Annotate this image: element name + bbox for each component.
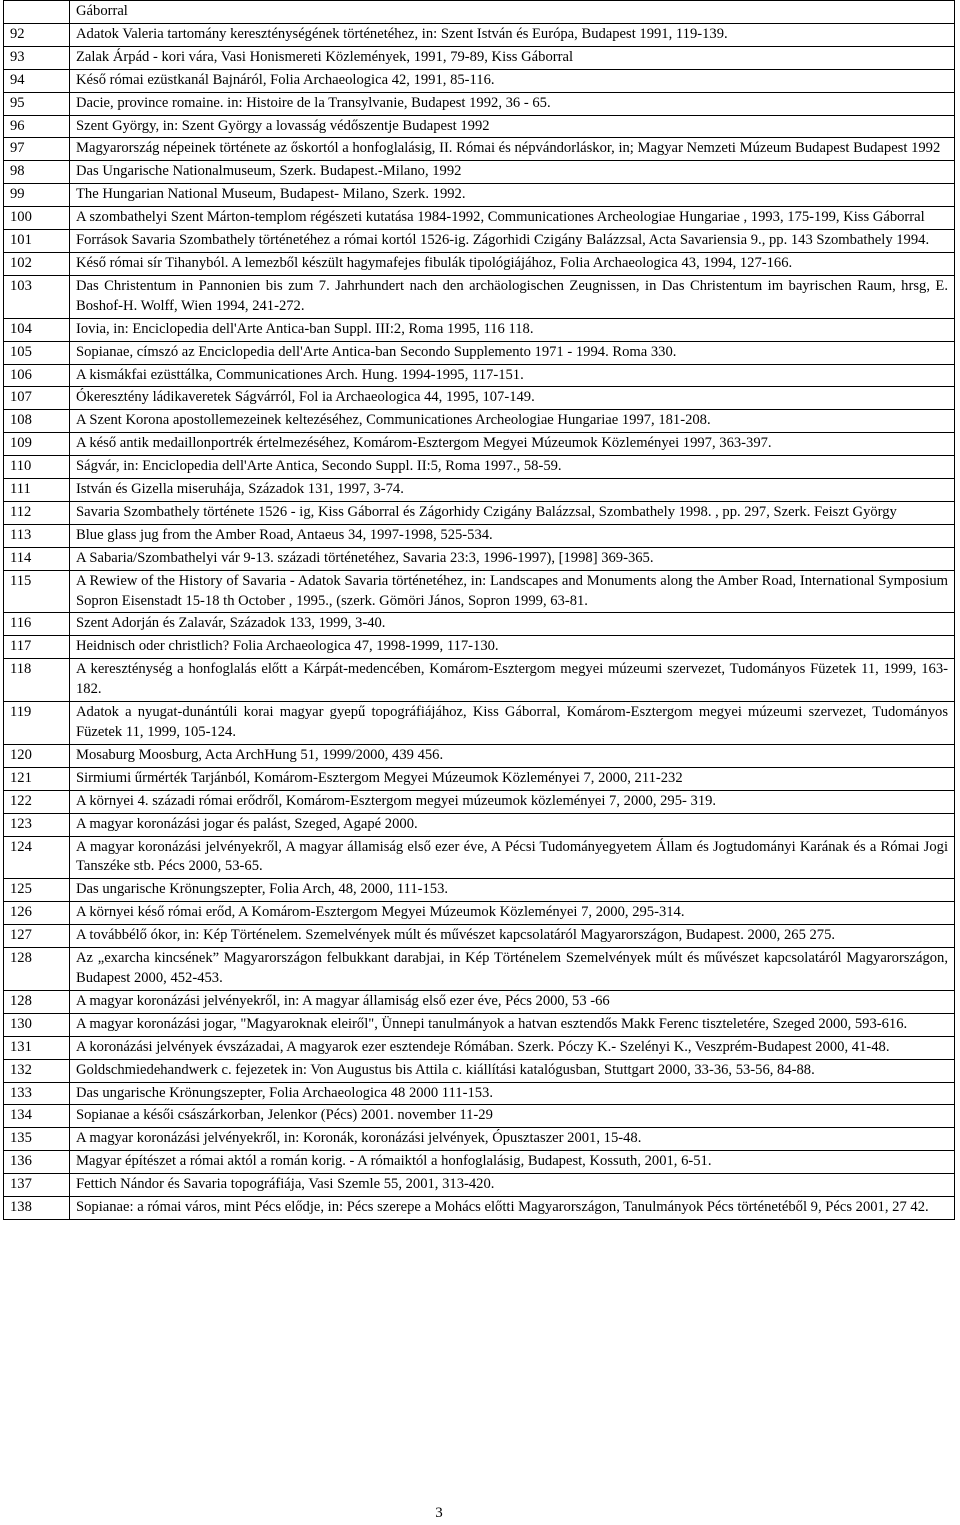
entry-number: 134 — [4, 1105, 70, 1128]
entry-citation: Sopianae: a római város, mint Pécs elődje, in: Pécs szerepe a Mohács előtti Magyarországon, Tanulmányok Pécs történetéből 9, Pécs 2001, 27 42. — [70, 1197, 955, 1220]
bibliography-row — [4, 341, 955, 364]
entry-number: 117 — [4, 636, 70, 659]
entry-citation: A környei késő római erőd, A Komárom-Esztergom Megyei Múzeumok Közleményei 7, 2000, 295-314. — [70, 902, 955, 925]
bibliography-row — [4, 547, 955, 570]
entry-number: 102 — [4, 252, 70, 275]
bibliography-row — [4, 636, 955, 659]
entry-citation: A környei 4. századi római erődről, Komárom-Esztergom megyei múzeumok közleményei 7, 2000, 295- 319. — [70, 790, 955, 813]
entry-number: 128 — [4, 990, 70, 1013]
entry-citation: A Rewiew of the History of Savaria - Adatok Savaria történetéhez, in: Landscapes and Monuments along the Amber Road, International Symposium Sopron Eisenstadt 15-18 th October , 1995., (szerk. Gömöri János, Sopron 1999, 63-81. — [70, 570, 955, 613]
bibliography-row — [4, 524, 955, 547]
bibliography-row — [4, 925, 955, 948]
bibliography-row — [4, 318, 955, 341]
entry-number: 132 — [4, 1059, 70, 1082]
entry-number: 115 — [4, 570, 70, 613]
bibliography-row — [4, 948, 955, 991]
entry-citation: Ságvár, in: Enciclopedia dell'Arte Antica, Secondo Suppl. II:5, Roma 1997., 58-59. — [70, 456, 955, 479]
entry-number: 128 — [4, 948, 70, 991]
entry-citation: A kismákfai ezüsttálka, Communicationes Arch. Hung. 1994-1995, 117-151. — [70, 364, 955, 387]
entry-citation: A szombathelyi Szent Márton-templom régészeti kutatása 1984-1992, Communicationes Archeologiae Hungariae , 1993, 175-199, Kiss Gáborral — [70, 207, 955, 230]
bibliography-row — [4, 836, 955, 879]
bibliography-row — [4, 387, 955, 410]
bibliography-row — [4, 744, 955, 767]
entry-number: 95 — [4, 92, 70, 115]
entry-citation: Goldschmiedehandwerk c. fejezetek in: Von Augustus bis Attila c. kiállítási katalógusban, Stuttgart 2000, 33-36, 53-56, 84-88. — [70, 1059, 955, 1082]
entry-citation: A magyar koronázási jogar és palást, Szeged, Agapé 2000. — [70, 813, 955, 836]
entry-number: 97 — [4, 138, 70, 161]
entry-number: 94 — [4, 69, 70, 92]
bibliography-row — [4, 161, 955, 184]
bibliography-row — [4, 1, 955, 24]
entry-citation: A Sabaria/Szombathelyi vár 9-13. századi történetéhez, Savaria 23:3, 1996-1997), [1998] 369-365. — [70, 547, 955, 570]
bibliography-row — [4, 613, 955, 636]
entry-number: 122 — [4, 790, 70, 813]
bibliography-row — [4, 252, 955, 275]
entry-citation: Zalak Árpád - kori vára, Vasi Honismereti Közlemények, 1991, 79-89, Kiss Gáborral — [70, 46, 955, 69]
entry-citation: Blue glass jug from the Amber Road, Antaeus 34, 1997-1998, 525-534. — [70, 524, 955, 547]
entry-citation: Ókeresztény ládikaveretek Ságvárról, Fol ia Archaeologica 44, 1995, 107-149. — [70, 387, 955, 410]
entry-number: 93 — [4, 46, 70, 69]
entry-number: 118 — [4, 659, 70, 702]
bibliography-row — [4, 1105, 955, 1128]
entry-citation: Das ungarische Krönungszepter, Folia Archaeologica 48 2000 111-153. — [70, 1082, 955, 1105]
entry-number — [4, 1, 70, 24]
bibliography-row — [4, 813, 955, 836]
entry-citation: Az „exarcha kincsének” Magyarországon felbukkant darabjai, in Kép Történelem Szemelvények múlt és művészet kapcsolatáról Magyarországon, Budapest 2000, 452-453. — [70, 948, 955, 991]
entry-number: 138 — [4, 1197, 70, 1220]
bibliography-row — [4, 879, 955, 902]
entry-citation: István és Gizella miseruhája, Századok 131, 1997, 3-74. — [70, 479, 955, 502]
bibliography-row — [4, 115, 955, 138]
entry-number: 98 — [4, 161, 70, 184]
entry-citation: A magyar koronázási jelvényekről, A magyar államiság első ezer éve, A Pécsi Tudományegyetem Állam és Jogtudományi Karának és a Római Jogi Tanszéke stb. Pécs 2000, 53-65. — [70, 836, 955, 879]
entry-citation: A koronázási jelvények évszázadai, A magyarok ezer esztendeje Rómában. Szerk. Póczy K.- Szelényi K., Veszprém-Budapest 2000, 41-48. — [70, 1036, 955, 1059]
bibliography-row — [4, 1197, 955, 1220]
entry-number: 103 — [4, 275, 70, 318]
entry-number: 105 — [4, 341, 70, 364]
entry-number: 120 — [4, 744, 70, 767]
entry-number: 131 — [4, 1036, 70, 1059]
entry-number: 96 — [4, 115, 70, 138]
entry-citation: Adatok Valeria tartomány kereszténységének történetéhez, in: Szent István és Európa, Budapest 1991, 119-139. — [70, 23, 955, 46]
bibliography-row — [4, 410, 955, 433]
entry-number: 136 — [4, 1151, 70, 1174]
entry-number: 121 — [4, 767, 70, 790]
entry-number: 119 — [4, 702, 70, 745]
bibliography-row — [4, 501, 955, 524]
entry-number: 106 — [4, 364, 70, 387]
bibliography-row — [4, 990, 955, 1013]
bibliography-rows — [4, 1, 955, 1220]
bibliography-row — [4, 790, 955, 813]
entry-citation: Források Savaria Szombathely történetéhez a római kortól 1526-ig. Zágorhidi Czigány Balázzsal, Acta Savariensia 9., pp. 143 Szombathely 1994. — [70, 230, 955, 253]
bibliography-row — [4, 1151, 955, 1174]
entry-number: 112 — [4, 501, 70, 524]
entry-number: 133 — [4, 1082, 70, 1105]
bibliography-row — [4, 456, 955, 479]
bibliography-row — [4, 1128, 955, 1151]
bibliography-row — [4, 364, 955, 387]
bibliography-row — [4, 433, 955, 456]
bibliography-row — [4, 1082, 955, 1105]
entry-number: 135 — [4, 1128, 70, 1151]
entry-citation: A magyar koronázási jelvényekről, in: A magyar államiság első ezer éve, Pécs 2000, 53 -66 — [70, 990, 955, 1013]
entry-citation: Das ungarische Krönungszepter, Folia Arch, 48, 2000, 111-153. — [70, 879, 955, 902]
bibliography-row — [4, 570, 955, 613]
bibliography-row — [4, 659, 955, 702]
page-number: 3 — [435, 1505, 443, 1521]
entry-number: 100 — [4, 207, 70, 230]
bibliography-row — [4, 1036, 955, 1059]
bibliography-row — [4, 92, 955, 115]
entry-citation: Das Christentum in Pannonien bis zum 7. Jahrhundert nach den archäologischen Zeugnissen, in Das Christentum im bayrischen Raum, hrsg, E. Boshof-H. Wolff, Wien 1994, 241-272. — [70, 275, 955, 318]
entry-citation: Késő római sír Tihanyból. A lemezből készült hagymafejes fibulák tipológiájához, Folia Archaeologica 43, 1994, 127-166. — [70, 252, 955, 275]
entry-number: 114 — [4, 547, 70, 570]
entry-citation: Dacie, province romaine. in: Histoire de la Transylvanie, Budapest 1992, 36 - 65. — [70, 92, 955, 115]
bibliography-row — [4, 23, 955, 46]
entry-citation: Sopianae, címszó az Enciclopedia dell'Arte Antica-ban Secondo Supplemento 1971 - 1994. Roma 330. — [70, 341, 955, 364]
entry-number: 108 — [4, 410, 70, 433]
entry-number: 130 — [4, 1013, 70, 1036]
entry-number: 116 — [4, 613, 70, 636]
bibliography-row — [4, 230, 955, 253]
entry-number: 109 — [4, 433, 70, 456]
bibliography-row — [4, 1059, 955, 1082]
bibliography-row — [4, 902, 955, 925]
entry-citation: Mosaburg Moosburg, Acta ArchHung 51, 1999/2000, 439 456. — [70, 744, 955, 767]
entry-number: 99 — [4, 184, 70, 207]
entry-citation: Iovia, in: Enciclopedia dell'Arte Antica-ban Suppl. III:2, Roma 1995, 116 118. — [70, 318, 955, 341]
entry-citation: Heidnisch oder christlich? Folia Archaeologica 47, 1998-1999, 117-130. — [70, 636, 955, 659]
entry-number: 92 — [4, 23, 70, 46]
entry-number: 101 — [4, 230, 70, 253]
entry-citation: Magyarország népeinek története az őskortól a honfoglalásig, II. Római és népvándorláskor, in; Magyar Nemzeti Múzeum Budapest Budapest 1992 — [70, 138, 955, 161]
bibliography-row — [4, 702, 955, 745]
bibliography-row — [4, 275, 955, 318]
bibliography-row — [4, 138, 955, 161]
entry-citation: Das Ungarische Nationalmuseum, Szerk. Budapest.-Milano, 1992 — [70, 161, 955, 184]
entry-citation: Sopianae a késői császárkorban, Jelenkor (Pécs) 2001. november 11-29 — [70, 1105, 955, 1128]
bibliography-row — [4, 1013, 955, 1036]
entry-citation: A Szent Korona apostollemezeinek keltezéséhez, Communicationes Archeologiae Hungariae 1997, 181-208. — [70, 410, 955, 433]
entry-number: 127 — [4, 925, 70, 948]
bibliography-table — [3, 0, 955, 1220]
entry-number: 124 — [4, 836, 70, 879]
bibliography-row — [4, 69, 955, 92]
entry-citation: A magyar koronázási jogar, "Magyaroknak eleiről", Ünnepi tanulmányok a hatvan esztendős Makk Ferenc tiszteletére, Szeged 2000, 593-616. — [70, 1013, 955, 1036]
entry-number: 110 — [4, 456, 70, 479]
bibliography-row — [4, 46, 955, 69]
entry-citation: Gáborral — [70, 1, 955, 24]
entry-citation: Szent Adorján és Zalavár, Századok 133, 1999, 3-40. — [70, 613, 955, 636]
entry-number: 111 — [4, 479, 70, 502]
entry-number: 126 — [4, 902, 70, 925]
bibliography-row — [4, 1174, 955, 1197]
entry-number: 125 — [4, 879, 70, 902]
entry-citation: Szent György, in: Szent György a lovasság védőszentje Budapest 1992 — [70, 115, 955, 138]
entry-number: 104 — [4, 318, 70, 341]
bibliography-row — [4, 479, 955, 502]
bibliography-row — [4, 767, 955, 790]
entry-citation: A továbbélő ókor, in: Kép Történelem. Szemelvények múlt és művészet kapcsolatáról Magyarországon, Budapest. 2000, 265 275. — [70, 925, 955, 948]
entry-citation: A magyar koronázási jelvényekről, in: Koronák, koronázási jelvények, Ópusztaszer 2001, 15-48. — [70, 1128, 955, 1151]
entry-citation: Sirmiumi űrmérték Tarjánból, Komárom-Esztergom Megyei Múzeumok Közleményei 7, 2000, 211-232 — [70, 767, 955, 790]
entry-number: 123 — [4, 813, 70, 836]
entry-citation: Adatok a nyugat-dunántúli korai magyar gyepű topográfiájához, Kiss Gáborral, Komárom-Esztergom megyei múzeumi szervezet, Tudományos Füzetek 11, 1999, 105-124. — [70, 702, 955, 745]
entry-citation: A késő antik medaillonportrék értelmezéséhez, Komárom-Esztergom Megyei Múzeumok Közleményei 1997, 363-397. — [70, 433, 955, 456]
entry-citation: The Hungarian National Museum, Budapest- Milano, Szerk. 1992. — [70, 184, 955, 207]
entry-citation: Magyar építészet a római aktól a román korig. - A rómaiktól a honfoglalásig, Budapest, Kossuth, 2001, 6-51. — [70, 1151, 955, 1174]
entry-number: 113 — [4, 524, 70, 547]
entry-number: 107 — [4, 387, 70, 410]
bibliography-row — [4, 207, 955, 230]
entry-citation: Savaria Szombathely története 1526 - ig, Kiss Gáborral és Zágorhidy Czigány Balázzsal, Szombathely 1998. , pp. 297, Szerk. Feiszt György — [70, 501, 955, 524]
entry-citation: A kereszténység a honfoglalás előtt a Kárpát-medencében, Komárom-Esztergom megyei múzeumi szervezet, Tudományos Füzetek 11, 1999, 163-182. — [70, 659, 955, 702]
entry-number: 137 — [4, 1174, 70, 1197]
entry-citation: Fettich Nándor és Savaria topográfiája, Vasi Szemle 55, 2001, 313-420. — [70, 1174, 955, 1197]
entry-citation: Késő római ezüstkanál Bajnáról, Folia Archaeologica 42, 1991, 85-116. — [70, 69, 955, 92]
bibliography-row — [4, 184, 955, 207]
